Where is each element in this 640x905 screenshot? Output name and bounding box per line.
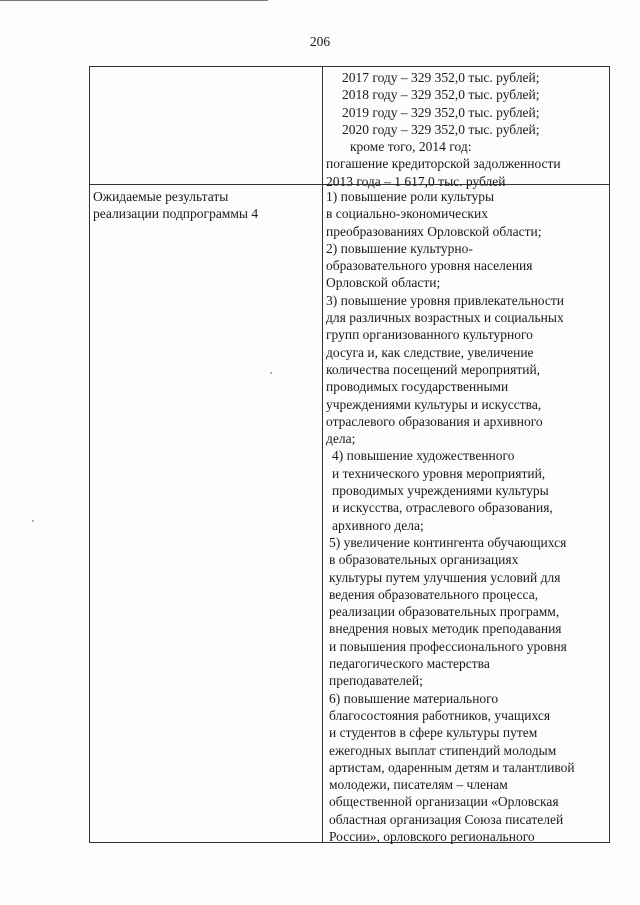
result-line: дела; [326, 431, 356, 447]
result-line: 4) повышение художественного [332, 448, 515, 464]
result-line: ведения образовательного процесса, [329, 586, 539, 602]
expected-results-label [93, 188, 258, 223]
result-line: внедрения новых методик преподавания [329, 621, 562, 637]
funding-line: 2019 году – 329 352,0 тыс. рублей; [342, 104, 540, 120]
result-line: молодежи, писателям – членам [329, 777, 508, 793]
result-line: групп организованного культурного [326, 327, 533, 343]
label-line: Ожидаемые результаты [93, 189, 229, 204]
label-line: реализации подпрограммы 4 [93, 206, 259, 222]
result-line: Орловской области; [326, 275, 441, 291]
result-line: педагогического мастерства [329, 656, 490, 672]
program-table [89, 66, 610, 843]
result-line: преобразованиях Орловской области; [326, 223, 542, 239]
result-line: реализации образовательных программ, [329, 604, 560, 620]
expected-results-text [326, 188, 575, 845]
result-line: архивного дела; [332, 517, 424, 533]
funding-line: погашение кредиторской задолженности [326, 156, 561, 172]
funding-line: 2018 году – 329 352,0 тыс. рублей; [342, 87, 540, 103]
result-line: и студентов в сфере культуры путем [329, 725, 538, 741]
result-line: благосостояния работников, учащихся [329, 707, 551, 723]
funding-line: кроме того, 2014 год: [350, 139, 472, 155]
result-line: в социально-экономических [326, 206, 488, 222]
result-line: проводимых учреждениями культуры [332, 483, 549, 499]
result-line: и технического уровня мероприятий, [332, 465, 546, 481]
result-line: 3) повышение уровня привлекательности [326, 292, 565, 308]
scan-speck [32, 520, 34, 522]
result-line: и искусства, отраслевого образования, [332, 500, 553, 516]
result-line: количества посещений мероприятий, [326, 361, 541, 377]
funding-cell [326, 69, 561, 190]
header-rule [0, 0, 268, 1]
page-number: 206 [309, 34, 331, 49]
result-line: досуга и, как следствие, увеличение [326, 344, 534, 360]
result-line: образовательного уровня населения [326, 258, 533, 274]
result-line: проводимых государственными [326, 379, 509, 395]
funding-line: 2017 году – 329 352,0 тыс. рублей; [342, 70, 540, 85]
result-line: России», орловского регионального [329, 828, 535, 844]
result-line: областная организация Союза писателей [329, 811, 564, 827]
result-line: 1) повышение роли культуры [326, 189, 495, 204]
result-line: 2) повышение культурно- [326, 240, 473, 256]
result-line: учреждениями культуры и искусства, [326, 396, 542, 412]
result-line: в образовательных организациях [329, 552, 519, 568]
result-line: культуры путем улучшения условий для [329, 569, 561, 585]
result-line: для различных возрастных и социальных [326, 310, 564, 326]
result-line: преподавателей; [329, 673, 423, 689]
result-line: 5) увеличение контингента обучающихся [329, 534, 567, 550]
result-line: общественной организации «Орловская [329, 794, 559, 810]
result-line: артистам, одаренным детям и талантливой [329, 759, 575, 775]
result-line: отраслевого образования и архивного [326, 413, 543, 429]
funding-line: 2013 года – 1 617,0 тыс. рублей [326, 173, 506, 189]
result-line: 6) повышение материального [329, 690, 499, 706]
result-line: ежегодных выплат стипендий молодым [329, 742, 557, 758]
funding-line: 2020 году – 329 352,0 тыс. рублей; [342, 121, 540, 137]
scan-speck [270, 372, 272, 374]
result-line: и повышения профессионального уровня [329, 638, 567, 654]
